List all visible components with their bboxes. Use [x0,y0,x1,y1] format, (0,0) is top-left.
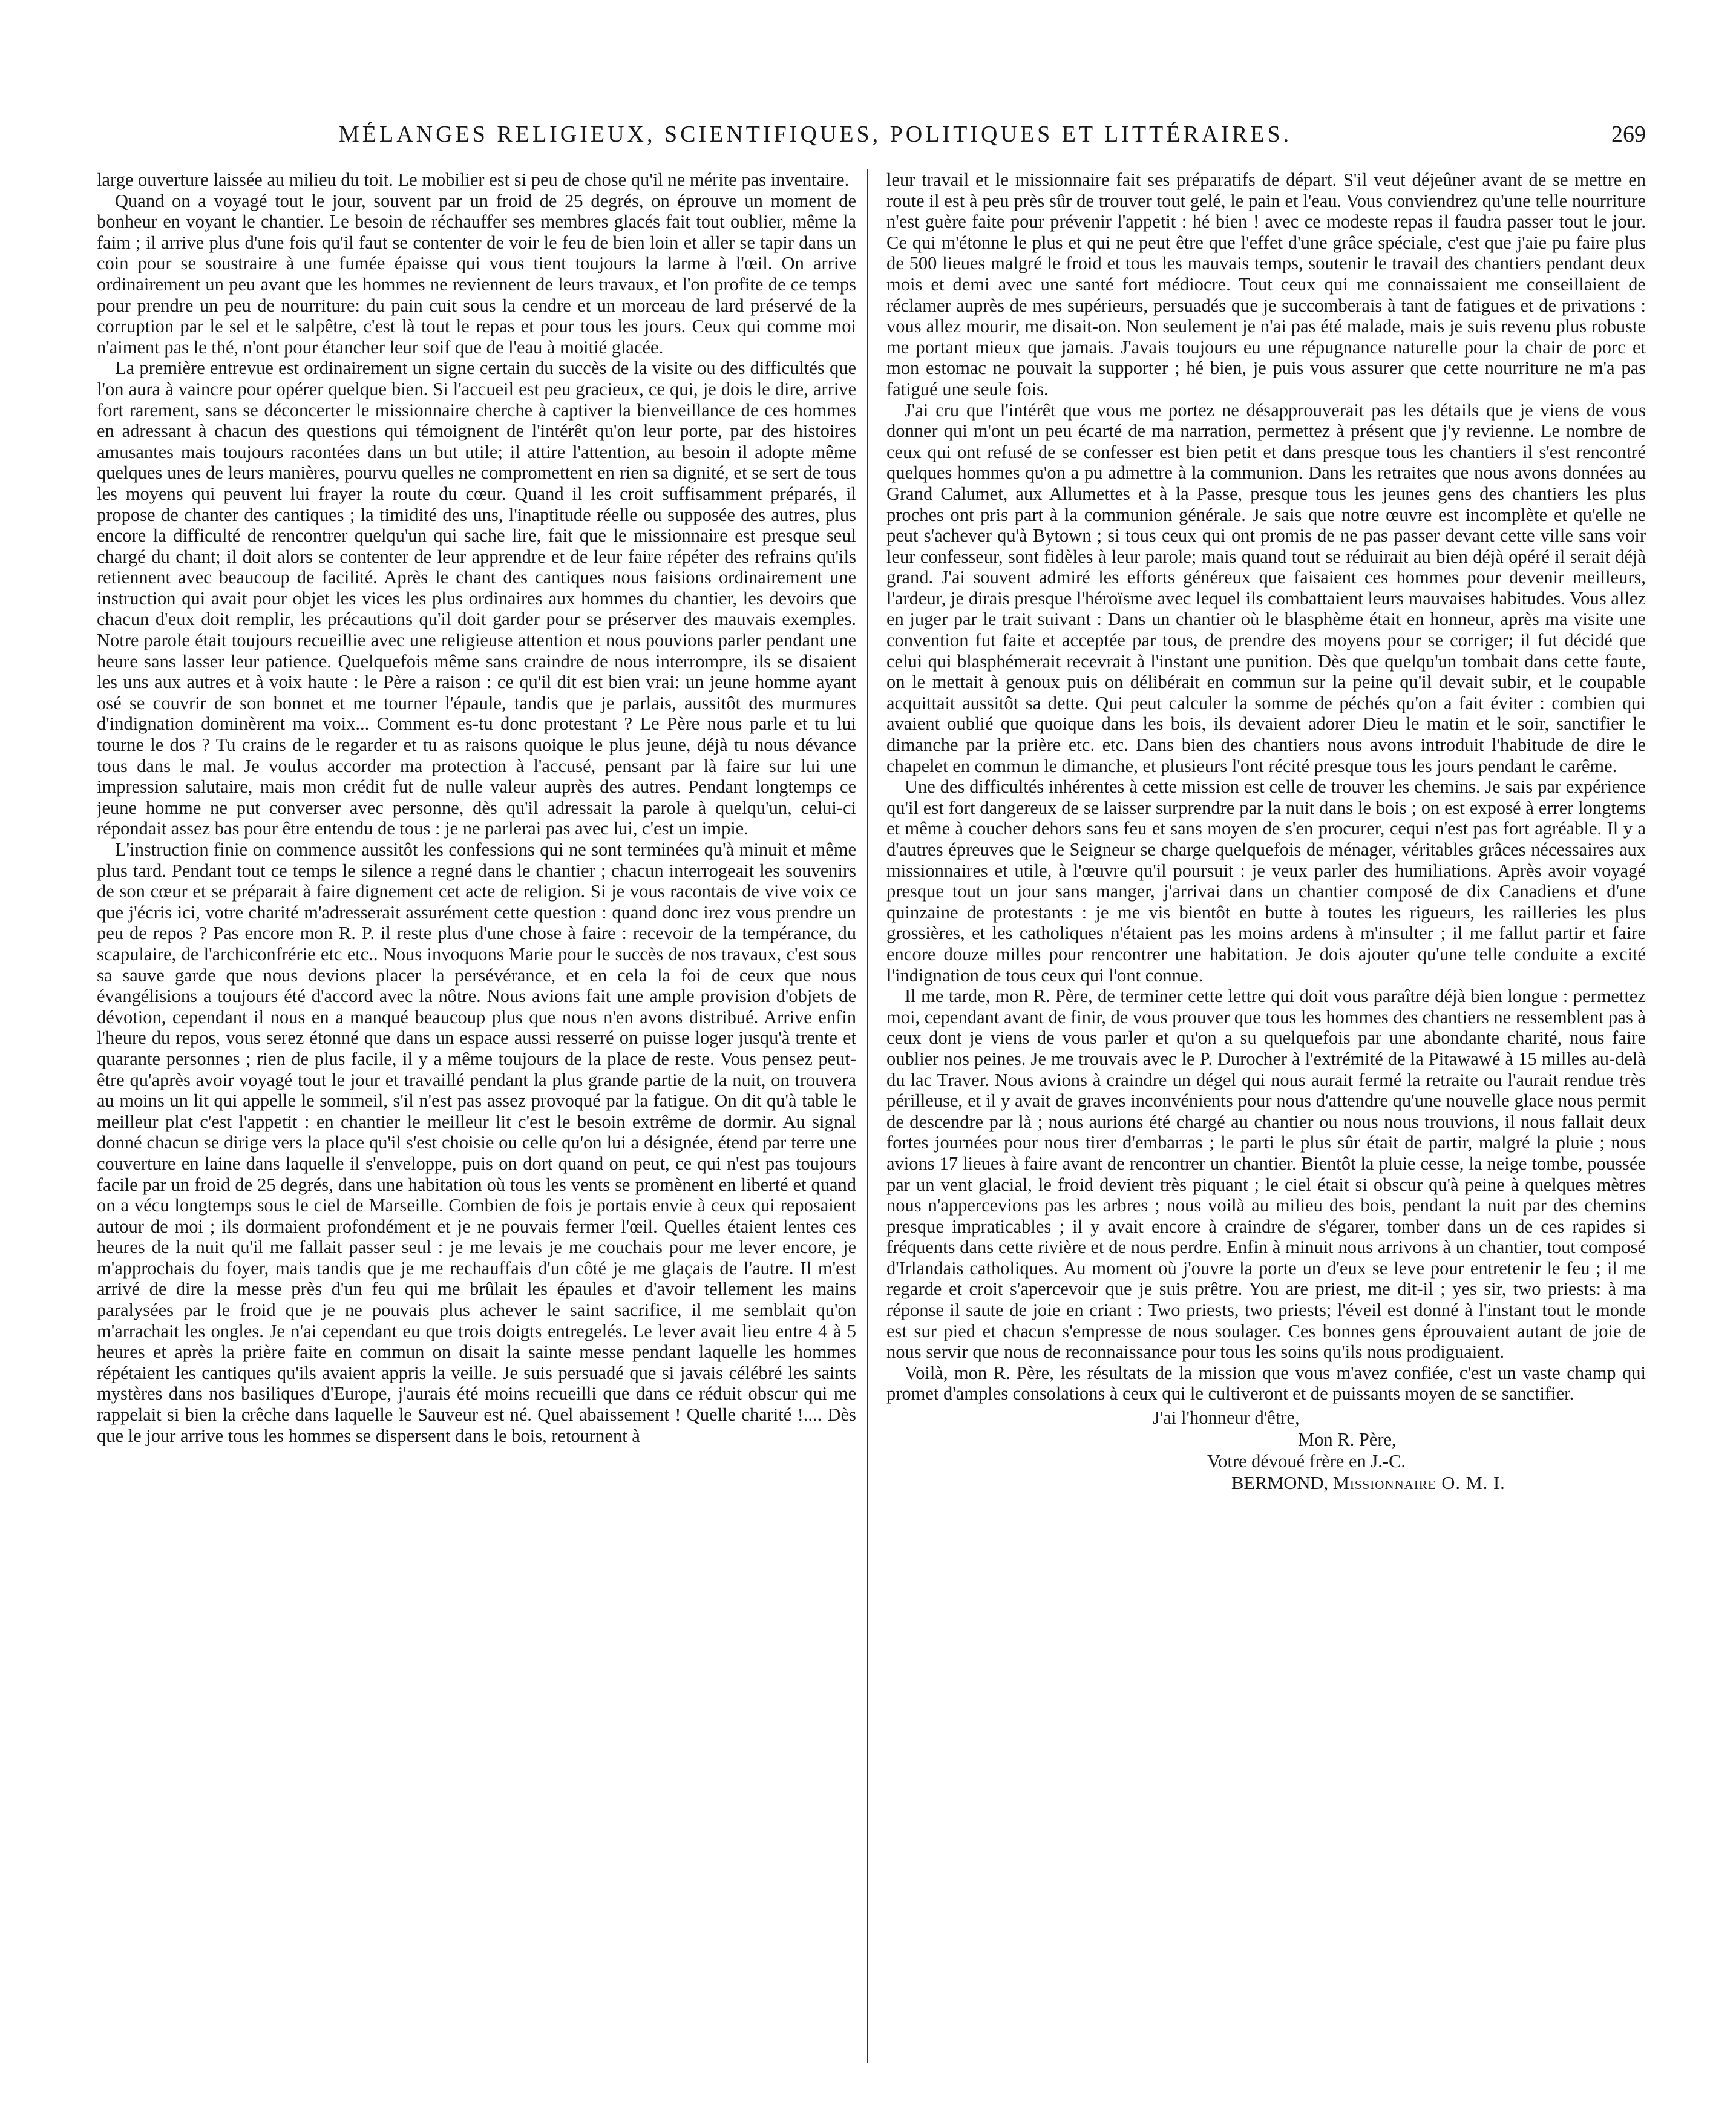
text-columns [97,169,1646,2063]
closing-salutation: J'ai l'honneur d'être, [1153,1407,1300,1429]
signature-name: BERMOND, [1231,1473,1329,1494]
paragraph: Voilà, mon R. Père, les résultats de la mission que vous m'avez confiée, c'est un vaste champ qui promet d'amples consolations à ceux qui le cultiveront et de puissants moyen de se sanctifier. [886,1362,1646,1404]
signature-title: Missionnaire O. M. I. [1332,1473,1505,1494]
running-head [97,121,1646,157]
paragraph: L'instruction finie on commence aussitôt les confessions qui ne sont terminées qu'à minuit et même plus tard. Pendant tout ce temps le silence a regné dans le chantier ; chacun interrogeait les souvenirs de son cœur et se préparait à faire dignement cet acte de religion. Si je vous racontais de vive voix ce que j'écris ici, votre charité m'adresserait assurément cette question : quand donc irez vous prendre un peu de repos ? Pas encore mon R. P. il reste plus d'une chose à faire : recevoir de la tempérance, du scapulaire, de l'archiconfrérie etc etc.. Nous invoquons Marie pour le succès de nos travaux, c'est sous sa sauve garde que nous devions placer la persévérance, et en cela la foi de ceux que nous évangélisions a toujours été d'accord avec la nôtre. Nous avions fait une ample provision d'objets de dévotion, cependant il nous en a manqué beaucoup plus que nous n'en avons distribué. Arrive enfin l'heure du repos, vous serez étonné que dans un espace aussi resserré on puisse loger jusqu'à trente et quarante personnes ; rien de plus facile, il y a même toujours de la place de reste. Vous pensez peut-être qu'après avoir voyagé tout le jour et travaillé pendant la plus grande partie de la nuit, on trouvera au moins un lit qui appelle le sommeil, s'il n'est pas assez provoqué par la fatigue. On dit qu'à table le meilleur plat c'est l'appetit : en chantier le meilleur lit c'est le besoin extrême de dormir. Au signal donné chacun se dirige vers la place qu'il s'est choisie ou celle qu'on lui a désignée, étend par terre une couverture en laine dans laquelle il s'enveloppe, puis on dort quand on peut, ce qui n'est pas toujours facile par un froid de 25 degrés, dans une habitation où tous les vents se promènent en liberté et quand on a vécu longtemps sous le ciel de Marseille. Combien de fois je portais envie à ceux qui reposaient autour de moi ; ils dormaient profondément et je ne pouvais fermer l'œil. Quelles étaient lentes ces heures de la nuit qu'il me fallait passer seul : je me levais je me couchais pour me lever encore, je m'approchais du foyer, mais tandis que je me rechauffais d'un côté je me glaçais de l'autre. Il m'est arrivé de dire la messe près d'un feu qui me brûlait les épaules et d'avoir tellement les mains paralysées par le froid que je ne pouvais plus achever le saint sacrifice, il me semblait qu'on m'arrachait les ongles. Je n'ai cependant eu que trois doigts entregelés. Le lever avait lieu entre 4 à 5 heures et après la prière faite en commun on disait la sainte messe pendant laquelle les hommes répétaient les cantiques qu'ils avaient appris la veille. Je suis persuadé que si javais célébré les saints mystères dans nos basiliques d'Europe, j'aurais été moins recueilli que dans ce réduit obscur qui me rappelait si bien la crêche dans laquelle le Sauveur est né. Quel abaissement ! Quelle charité !.... Dès que le jour arrive tous les hommes se dispersent dans le bois, retournent à [97,839,856,1446]
paragraph: Il me tarde, mon R. Père, de terminer cette lettre qui doit vous paraître déjà bien longue : permettez moi, cependant avant de finir, de vous prouver que tous les hommes des chantiers ne ressemblent pas à ceux dont je viens de vous parler et qu'on a su quelquefois par une abondante charité, nous faire oublier nos peines. Je me trouvais avec le P. Durocher à l'extrémité de la Pitawawé à 15 milles au-delà du lac Traver. Nous avions à craindre un dégel qui nous aurait fermé la retraite ou l'aurait rendue très périlleuse, et il y avait de graves inconvénients pour nous d'attendre qu'une nouvelle glace nous permit de descendre par là ; nous aurions été chargé au chantier ou nous nous trouvions, il nous fallait deux fortes journées pour nous tirer d'embarras ; le parti le plus sûr était de partir, malgré la pluie ; nous avions 17 lieues à faire avant de rencontrer un chantier. Bientôt la pluie cesse, la neige tombe, poussée par un vent glacial, le froid devient très piquant ; le ciel était si obscur qu'à peine à quelques mètres nous n'appercevions pas les arbres ; nous voilà au milieu des bois, pendant la nuit par des chemins presque impraticables ; il y avait encore à craindre de s'égarer, tomber dans un de ces rapides si fréquents dans cette rivière et de nous perdre. Enfin à minuit nous arrivons à un chantier, tout composé d'Irlandais catholiques. Au moment où j'ouvre la porte un d'eux se leve pour entretenir le feu ; il me regarde et croit s'apercevoir que je suis prêtre. You are priest, me dit-il ; yes sir, two priests: à ma réponse il saute de joie en criant : Two priests, two priests; l'éveil est donné à l'instant tout le monde est sur pied et chacun s'empresse de nous soulager. Ces bonnes gens éprouvaient autant de joie de nous servir que nous de reconnaissance pour tous les soins qu'ils nous prodiguaient. [886,986,1646,1363]
right-column [886,169,1646,2063]
letter-closing [886,1407,1646,1494]
page-number: 269 [1611,122,1646,147]
paragraph: Quand on a voyagé tout le jour, souvent par un froid de 25 degrés, on éprouve un moment de bonheur en voyant le chantier. Le besoin de réchauffer ses membres glacés fait tout oublier, même la faim ; il arrive plus d'une fois qu'il faut se contenter de voir le feu de bien loin et aller se tapir dans un coin pour se soustraire à une fumée épaisse qui vous tient toujours la larme à l'œil. On arrive ordinairement un peu avant que les hommes ne reviennent de leurs travaux, et l'on profite de ce temps pour prendre un peu de nourriture: du pain cuit sous la cendre et un morceau de lard préservé de la corruption par le sel et le salpêtre, c'est là tout le repas et pour tous les jours. Ceux qui comme moi n'aiment pas le thé, n'ont pour étancher leur soif que de l'eau à moitié glacée. [97,190,856,358]
paragraph: J'ai cru que l'intérêt que vous me portez ne désapprouverait pas les détails que je viens de vous donner qui m'ont un peu écarté de ma narration, permettez à présent que j'y revienne. Le nombre de ceux qui ont refusé de se confesser est bien petit et dans presque tous les chantiers il s'est rencontré quelques hommes qu'on a pu admettre à la communion. Dans les retraites que nous avons données au Grand Calumet, aux Allumettes et à la Passe, presque tous les jeunes gens des chantiers les plus proches ont pris part à la communion générale. Je sais que notre œuvre est incomplète et qu'elle ne peut s'achever qu'à Bytown ; si tous ceux qui ont promis de ne pas passer devant cette ville sans voir leur confesseur, sont fidèles à leur parole; mais quand tout se réduirait au bien déjà opéré il serait déjà grand. J'ai souvent admiré les efforts généreux que faisaient ces hommes pour devenir meilleurs, l'ardeur, je dirais presque l'héroïsme avec lequel ils combattaient leurs mauvaises habitudes. Vous allez en juger par le trait suivant : Dans un chantier où le blasphème était en honneur, après ma visite une convention fut faite et acceptée par tous, de prendre des moyens pour se corriger; il fut décidé que celui qui blasphémerait recevrait à l'instant une punition. Dès que quelqu'un tombait dans cette faute, on le mettait à genoux puis on délibérait en commun sur la peine qu'il devait subir, et le coupable acquittait aussitôt sa dette. Qui peut calculer la somme de péchés qu'on a fait éviter : combien qui avaient oublié que quoique dans les bois, ils devaient adorer Dieu le matin et le soir, sanctifier le dimanche par la prière etc. etc. Dans bien des chantiers nous avons introduit l'habitude de dire le chapelet en commun le dimanche, et plusieurs l'ont récité presque tous les jours pendant le carême. [886,399,1646,776]
paragraph: leur travail et le missionnaire fait ses préparatifs de départ. S'il veut déjeûner avant de se mettre en route il est à peu près sûr de trouver tout gelé, le pain et l'eau. Vous conviendrez qu'une telle nourriture n'est guère faite pour prévenir l'appetit : hé bien ! avec ce modeste repas il faudra passer tout le jour. Ce qui m'étonne le plus et qui ne peut être que l'effet d'une grâce spéciale, c'est que j'aie pu faire plus de 500 lieues malgré le froid et tous les mauvais temps, soutenir le travail des chantiers pendant deux mois et demi avec une santé fort médiocre. Tout ceux qui me connaissaient me conseillaient de réclamer auprès de mes supérieurs, persuadés que je succomberais à tant de fatigues et de privations : vous allez mourir, me disait-on. Non seulement je n'ai pas été malade, mais je suis revenu plus robuste me portant mieux que jamais. J'avais toujours eu une répugnance naturelle pour la chair de porc et mon estomac ne pouvait la supporter ; hé bien, je puis vous assurer que cette nourriture ne m'a pas fatigué une seule fois. [886,169,1646,399]
paragraph: large ouverture laissée au milieu du toit. Le mobilier est si peu de chose qu'il ne mérite pas inventaire. [97,169,850,190]
closing-devotion: Votre dévoué frère en J.-C. [1207,1451,1406,1472]
closing-address: Mon R. Père, [1298,1429,1397,1450]
paragraph: La première entrevue est ordinairement un signe certain du succès de la visite ou des difficultés que l'on aura à vaincre pour opérer quelque bien. Si l'accueil est peu gracieux, ce qui, je dois le dire, arrive fort rarement, sans se déconcerter le missionnaire cherche à captiver la bienveillance de ces hommes en adressant à chacun des questions qui témoignent de l'intérêt qu'on leur porte, par des histoires amusantes mais toujours racontées dans un but utile; il attire l'attention, au besoin il adopte même quelques unes de leurs manières, pourvu quelles ne compromettent en rien sa dignité, et se sert de tous les moyens qui peuvent lui frayer la route du cœur. Quand il les croit suffisamment préparés, il propose de chanter des cantiques ; la timidité des uns, l'inaptitude réelle ou supposée des autres, plus encore la difficulté de rencontrer quelqu'un qui sache lire, fait que le missionnaire est presque seul chargé du chant; il doit alors se contenter de leur apprendre et de leur faire répéter des refrains qu'ils retiennent avec beaucoup de facilité. Après le chant des cantiques nous faisions ordinairement une instruction qui avait pour objet les vices les plus ordinaires aux hommes du chantier, les devoirs que chacun d'eux doit remplir, les précautions qu'il doit garder pour se préserver des mauvais exemples. Notre parole était toujours recueillie avec une religieuse attention et nous pouvions parler pendant une heure sans lasser leur patience. Quelquefois même sans craindre de nous interrompre, ils se disaient les uns aux autres et à voix haute : le Père a raison : ce qu'il dit est bien vrai: un jeune homme ayant osé se couvrir de son bonnet et me tourner l'épaule, tandis que je parlais, aussitôt des murmures d'indignation dominèrent ma voix... Comment es-tu donc protestant ? Le Père nous parle et tu lui tourne le dos ? Tu crains de le regarder et tu as raisons quoique le plus jeune, déjà tu nous dévance tous dans le mal. Je voulus accorder ma protection à l'accusé, pensant par là faire sur lui une impression salutaire, mais mon crédit fut de nulle valeur auprès des autres. Pendant longtemps ce jeune homme ne put converser avec personne, dès qu'il adressait la parole à quelqu'un, celui-ci répondait assez bas pour être entendu de tous : je ne parlerai pas avec lui, c'est un impie. [97,358,856,839]
running-title: MÉLANGES RELIGIEUX, SCIENTIFIQUES, POLITIQUES ET LITTÉRAIRES. [339,122,1292,147]
paragraph: Une des difficultés inhérentes à cette mission est celle de trouver les chemins. Je sais par expérience qu'il est fort dangereux de se laisser surprendre par la nuit dans le bois ; on est exposé à errer longtems et même à coucher dehors sans feu et sans moyen de s'en procurer, cequi n'est pas fort agréable. Il y a d'autres épreuves que le Seigneur se charge quelquefois de ménager, véritables grâces nécessaires aux missionnaires et utile, à l'œuvre qu'il poursuit : je veux parler des humiliations. Après avoir voyagé presque tout un jour sans manger, j'arrivai dans un chantier composé de dix Canadiens et d'une quinzaine de protestants : je me vis bientôt en butte à toutes les rigueurs, les railleries les plus grossières, et les catholiques n'étaient pas les moins ardens à m'insulter ; il me fallut partir et faire encore douze milles pour rencontrer une habitation. Je dois ajouter qu'une telle conduite a excité l'indignation de tous ceux qui l'ont connue. [886,776,1646,986]
signature [886,1472,1646,1494]
left-column [97,169,856,2063]
